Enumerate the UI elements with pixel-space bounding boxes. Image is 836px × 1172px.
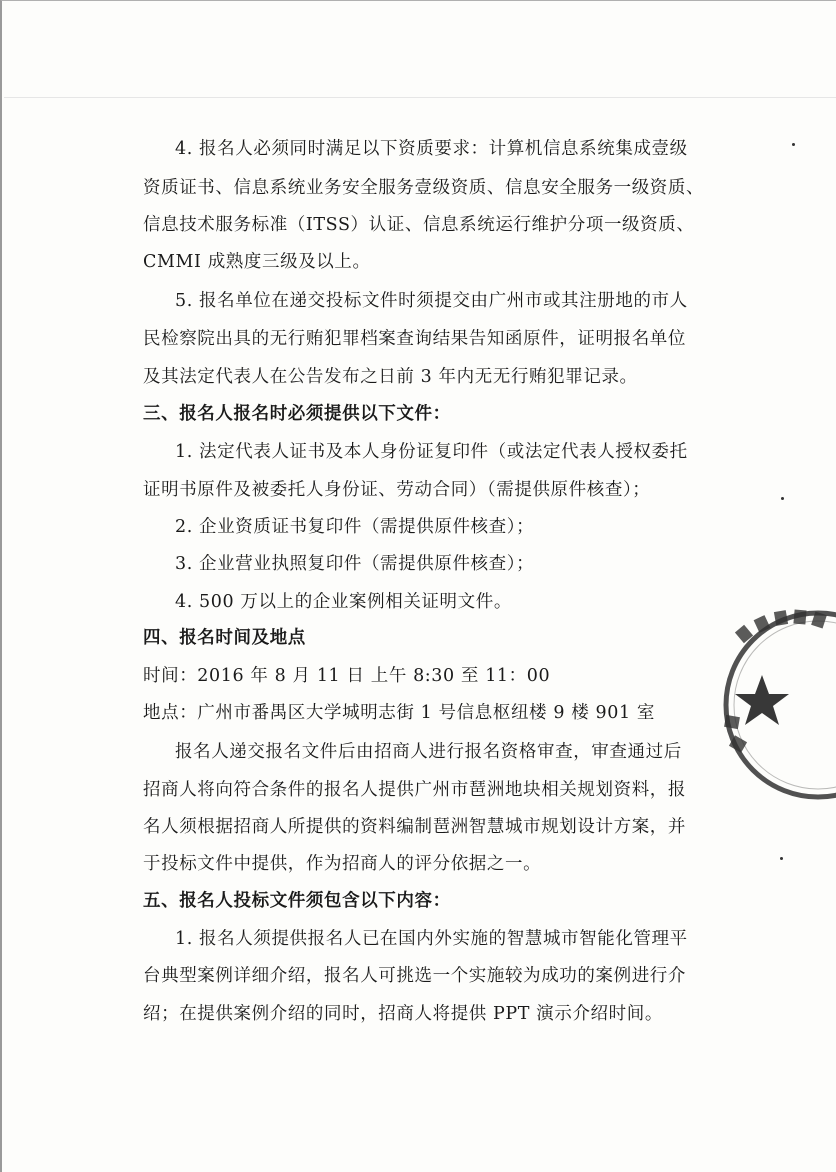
location-line: 地点：广州市番禺区大学城明志街 1 号信息枢纽楼 9 楼 901 室	[143, 703, 655, 723]
text-line: 招商人将向符合条件的报名人提供广州市琶洲地块相关规划资料，报	[143, 780, 686, 800]
text-line: 2. 企业资质证书复印件（需提供原件核查）；	[175, 517, 535, 537]
text-line: 于投标文件中提供，作为招商人的评分依据之一。	[143, 854, 542, 874]
text-line: 4. 500 万以上的企业案例相关证明文件。	[175, 592, 512, 612]
text-line: 4. 报名人必须同时满足以下资质要求：计算机信息系统集成壹级	[175, 139, 688, 159]
text-line: 报名人递交报名文件后由招商人进行报名资格审查，审查通过后	[175, 742, 682, 762]
text-line: 台典型案例详细介绍，报名人可挑选一个实施较为成功的案例进行介	[143, 966, 686, 986]
punch-mark	[792, 143, 795, 146]
text-line: 绍；在提供案例介绍的同时，招商人将提供 PPT 演示介绍时间。	[143, 1004, 663, 1024]
text-line: 5. 报名单位在递交投标文件时须提交由广州市或其注册地的市人	[175, 291, 688, 311]
section-heading: 四、报名时间及地点	[143, 628, 306, 648]
section-heading: 三、报名人报名时必须提供以下文件：	[143, 404, 451, 424]
text-line: 民检察院出具的无行贿犯罪档案查询结果告知函原件，证明报名单位	[143, 329, 686, 349]
text-line: 资质证书、信息系统业务安全服务壹级资质、信息安全服务一级资质、	[143, 178, 705, 198]
time-line: 时间：2016 年 8 月 11 日 上午 8:30 至 11：00	[143, 666, 551, 686]
text-line: 及其法定代表人在公告发布之日前 3 年内无无行贿犯罪记录。	[143, 367, 638, 387]
company-seal-stamp	[718, 605, 836, 805]
text-line: 信息技术服务标准（ITSS）认证、信息系统运行维护分项一级资质、	[143, 215, 695, 235]
section-heading: 五、报名人投标文件须包含以下内容：	[143, 891, 451, 911]
text-line: 证明书原件及被委托人身份证、劳动合同）（需提供原件核查）；	[143, 480, 651, 500]
punch-mark	[780, 857, 783, 860]
text-line: 1. 法定代表人证书及本人身份证复印件（或法定代表人授权委托	[175, 442, 688, 462]
text-line: CMMI 成熟度三级及以上。	[143, 252, 371, 272]
text-line: 3. 企业营业执照复印件（需提供原件核查）；	[175, 554, 535, 574]
punch-mark	[781, 497, 784, 500]
text-line: 名人须根据招商人所提供的资料编制琶洲智慧城市规划设计方案，并	[143, 817, 686, 837]
text-line: 1. 报名人须提供报名人已在国内外实施的智慧城市智能化管理平	[175, 929, 688, 949]
scan-artifact	[4, 97, 836, 98]
